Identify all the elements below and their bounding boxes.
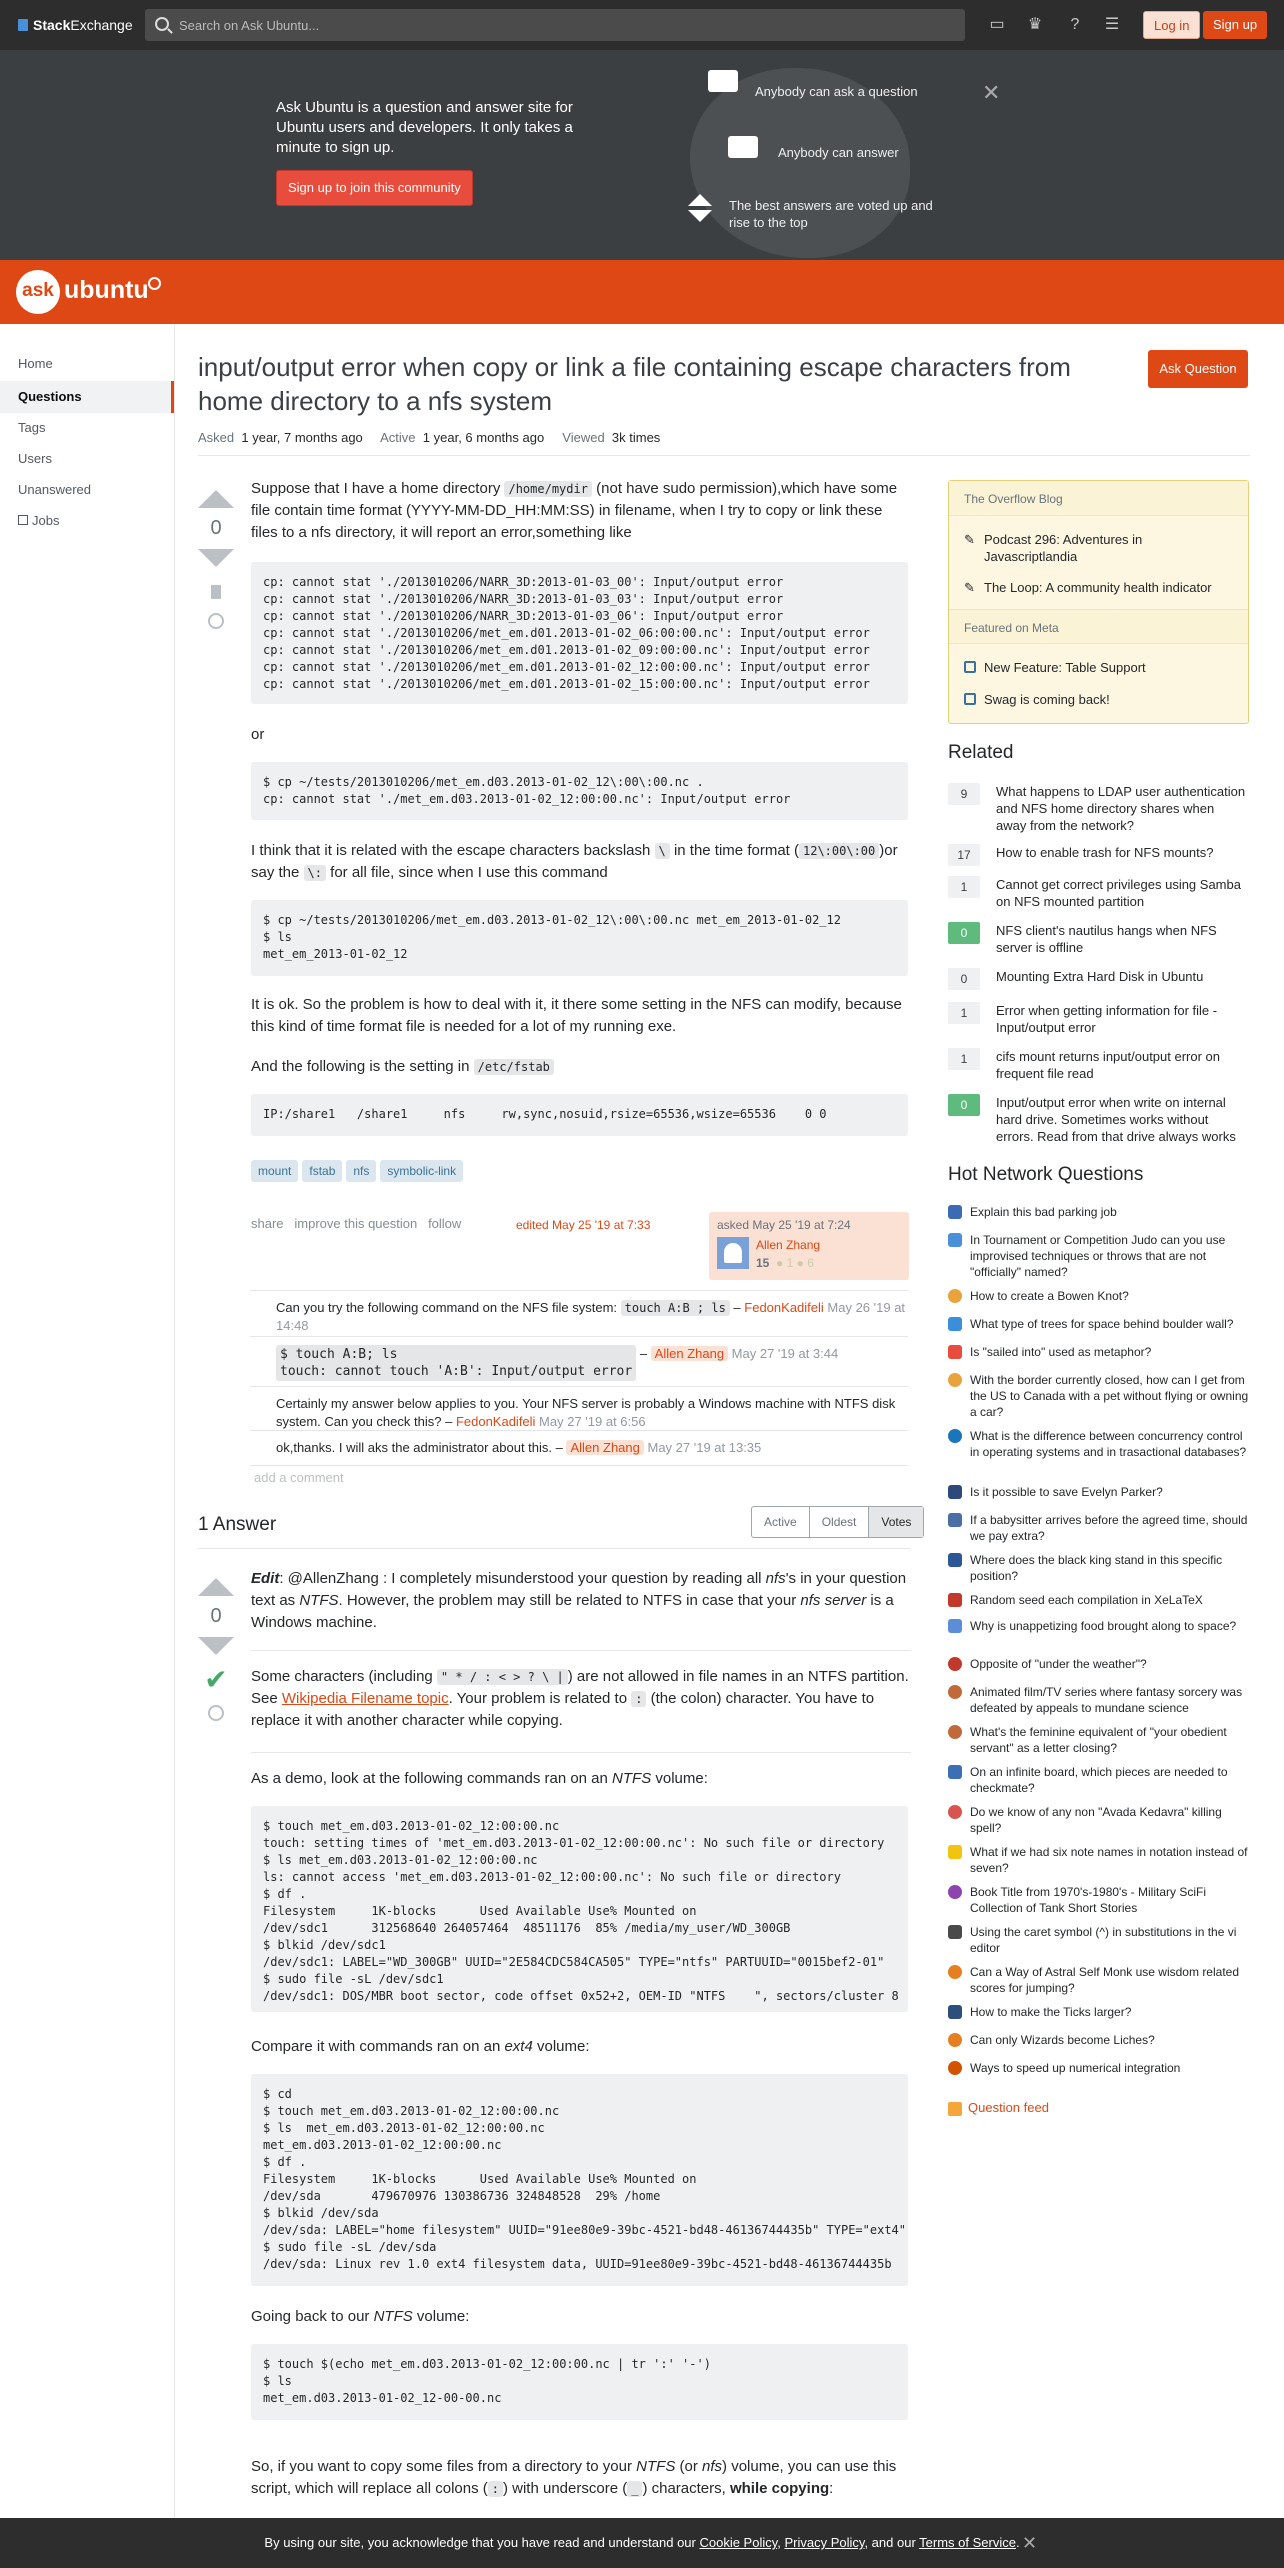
divider [251,1752,911,1753]
sort-active[interactable]: Active [752,1507,810,1537]
comment: $ touch A:B; ls touch: cannot touch 'A:B': Input/output error – Allen Zhang May 27 '19 at 3:44 [250,1336,908,1389]
code-block: $ cd $ touch met_em.d03.2013-01-02_12:00:00.nc $ ls met_em.d03.2013-01-02_12:00:00.nc met_em.d03.2013-01-02_12:00:00.nc $ df . Filesystem 1K-blocks Used Available Use% Mounted on /dev/sda 479670976 130386736 324848528 29% /home $ blkid /dev/sda /dev/sda: LABEL="home filesystem" UUID="91ee80e9-39bc-4521-bd48-46136744435b" TYPE="ext4" $ sudo file -sL /dev/sda /dev/sda: Linux rev 1.0 ext4 filesystem data, UUID=91ee80e9-39bc-4521-bd48-46136744435b [251,2074,908,2286]
comment-author[interactable]: FedonKadifeli [744,1300,824,1315]
answer-paragraph: As a demo, look at the following commands ran on an NTFS volume: [251,1770,708,1787]
site-name[interactable]: ubuntu [64,276,149,304]
site-icon [948,1345,962,1359]
login-button[interactable]: Log in [1143,11,1200,39]
nav-home[interactable]: Home [18,356,53,371]
site-icon [948,1553,962,1567]
cookie-policy-link[interactable]: Cookie Policy [699,2535,778,2550]
upvote-button[interactable] [198,490,234,508]
close-icon[interactable]: ✕ [1022,2533,1038,2553]
owner-card: asked May 25 '19 at 7:24 Allen Zhang 15 ● 1 ● 6 [709,1212,909,1280]
achievements-icon[interactable]: ♛ [1027,16,1043,33]
user-link[interactable]: Allen Zhang [756,1238,821,1252]
question-paragraph: Suppose that I have a home directory /home/mydir (not have sudo permission),which have some file contain time format (YYYY-MM-DD_HH:MM:SS) in filename, when I try to copy or link these files to a nfs directory, it will report an error,something like [251,480,898,541]
site-icon [948,1289,962,1303]
downvote-icon [688,210,712,222]
answer-paragraph: Edit: @AllenZhang : I completely misunderstood your question by reading all nfs's in your question text as NTFS. However, the problem may still be related to NTFS in case that your nfs server is a Windows machine. [251,1570,907,1631]
help-icon[interactable]: ? [1070,16,1080,33]
answer-paragraph: Going back to our NTFS volume: [251,2308,470,2325]
edited-link[interactable]: edited May 25 '19 at 7:33 [516,1218,651,1232]
left-sidebar [0,324,175,2568]
code-block: cp: cannot stat './2013010206/NARR_3D:2013-01-03_00': Input/output error cp: cannot stat './2013010206/NARR_3D:2013-01-03_03': Input/output error cp: cannot stat './2013010206/NARR_3D:2013-01-03_06': Input/output error cp: cannot stat './2013010206/met_em.d01.2013-01-02_06:00:00.nc': Input/output error cp: cannot stat './2013010206/met_em.d01.2013-01-02_09:00:00.nc': Input/output error cp: cannot stat './2013010206/met_em.d01.2013-01-02_12:00:00.nc': Input/output error cp: cannot stat './2013010206/met_em.d01.2013-01-02_15:00:00.nc': Input/output error [251,562,908,704]
vote-count: 0 [210,517,222,539]
site-icon [948,1619,962,1633]
answer-paragraph: Some characters (including " * / : < > ? \ | ) are not allowed in file names in an NTFS partition. See Wikipedia Filename topic. Your problem is related to : (the colon) character. You have to replace it with another character while copying. [251,1668,909,1729]
site-icon [948,1965,962,1979]
site-icon [948,1593,962,1607]
sort-votes[interactable]: Votes [869,1507,923,1537]
code-block: IP:/share1 /share1 nfs rw,sync,nosuid,rsize=65536,wsize=65536 0 0 [251,1094,908,1136]
signup-hero [0,50,1284,260]
join-community-button[interactable]: Sign up to join this community [276,170,473,206]
search-input[interactable]: Search on Ask Ubuntu... [145,9,965,41]
code-block: $ touch $(echo met_em.d03.2013-01-02_12:00:00.nc | tr ':' '-') $ ls met_em.d03.2013-01-02_12-00-00.nc [251,2344,908,2420]
question-title[interactable]: input/output error when copy or link a file containing escape characters from home directory to a nfs system [198,352,1071,416]
terms-link[interactable]: Terms of Service [919,2535,1016,2550]
meta-title: Featured on Meta [949,609,1248,644]
tag-list [251,1160,467,1182]
hero-blurb: Ask Ubuntu is a question and answer site for Ubuntu users and developers. It only takes a minute to sign up. [276,99,573,156]
answer-paragraph: So, if you want to copy some files from a directory to your NTFS (or nfs) volume, you can use this script, which will replace all colons ( : ) with underscore ( _ ) characters, while copying: [251,2458,897,2497]
blog-title: The Overflow Blog [949,481,1248,516]
wikipedia-link[interactable]: Wikipedia Filename topic [281,1690,449,1707]
overflow-blog-widget [948,480,1249,724]
tag-symbolic-link[interactable]: symbolic-link [380,1160,463,1182]
signup-button[interactable]: Sign up [1203,11,1267,39]
site-icon [948,1233,962,1247]
site-icon [948,1765,962,1779]
site-icon [948,1725,962,1739]
meta-item[interactable]: New Feature: Table Support [964,659,1234,676]
site-icon [948,1845,962,1859]
answer-vote-cell [196,1578,236,1721]
hnq-title: Hot Network Questions [948,1164,1144,1185]
code-block: $ cp ~/tests/2013010206/met_em.d03.2013-01-02_12\:00\:00.nc . cp: cannot stat './met_em.d03.2013-01-02_12:00:00.nc': Input/output error [251,762,908,820]
comment: Can you try the following command on the NFS file system: touch A:B ; ls – FedonKadifeli May 26 '19 at 14:48 [250,1290,908,1343]
site-icon [948,2005,962,2019]
question-paragraph: And the following is the setting in /etc/fstab [251,1056,554,1078]
answers-header: 1 Answer [198,1514,277,1535]
site-icon [948,1317,962,1331]
rss-icon [948,2102,962,2116]
question-vote-cell [196,490,236,629]
hero-feature-ask: Anybody can ask a question [755,84,918,99]
history-icon[interactable] [208,1705,224,1721]
site-switcher-icon[interactable]: ☰ [1104,16,1120,33]
inbox-icon[interactable]: ▭ [989,16,1005,33]
site-icon [948,1925,962,1939]
blog-item[interactable]: ✎ The Loop: A community health indicator [964,580,1212,595]
question-meta: Asked 1 year, 7 months ago Active 1 year, 6 months ago Viewed 3k times [198,430,661,445]
tag-nfs[interactable]: nfs [346,1160,376,1182]
stackexchange-logo[interactable]: Stack Exchange [18,17,133,33]
hero-feature-answer: Anybody can answer [778,145,899,160]
cookie-notice: By using our site, you acknowledge that you have read and understand our Cookie Policy, Privacy Policy, and our Terms of Service. ✕ [0,2518,1284,2568]
vote-count: 0 [210,1605,222,1627]
follow-link[interactable]: follow [428,1216,462,1231]
upvote-icon [688,194,712,206]
comment-author[interactable]: Allen Zhang [566,1440,643,1455]
divider [251,1650,911,1651]
nav-tags[interactable]: Tags [18,420,46,435]
pencil-icon: ✎ [964,532,975,547]
site-icon [948,1685,962,1699]
tag-fstab[interactable]: fstab [302,1160,342,1182]
code-block: $ cp ~/tests/2013010206/met_em.d03.2013-01-02_12\:00\:00.nc met_em_2013-01-02_12 $ ls met_em_2013-01-02_12 [251,900,908,976]
ubuntu-circle-icon [148,277,161,290]
downvote-button[interactable] [198,549,234,567]
site-header [0,260,1284,324]
question-paragraph: I think that it is related with the escape characters backslash \ in the time format ( 12\:00\:00 )or say the \: for all file, since when I use this command [251,842,898,881]
site-icon [948,2061,962,2075]
top-bar [0,0,1284,50]
history-icon[interactable] [208,613,224,629]
blog-item[interactable]: ✎ Podcast 296: Adventures in Javascriptlandia [964,532,1143,564]
comment: Certainly my answer below applies to you. Your NFS server is probably a Windows machine with NTFS disk system. Can you check this? – FedonKadifeli May 27 '19 at 6:56 [250,1386,908,1439]
question-feed-link[interactable]: Question feed [948,2100,1049,2116]
bookmark-icon[interactable] [211,585,221,599]
upvote-button[interactable] [198,1578,234,1596]
user-reputation: 15 ● 1 ● 6 [756,1256,814,1270]
askubuntu-logo[interactable]: ask [16,270,60,314]
external-link-icon [18,515,28,525]
nav-unanswered[interactable]: Unanswered [18,482,91,497]
user-silhouette-icon [724,1243,742,1263]
answer-bubble-icon [728,136,758,158]
ask-bubble-icon [708,70,738,92]
stackexchange-icon [18,19,28,31]
tag-mount[interactable]: mount [251,1160,298,1182]
meta-icon [964,693,976,705]
comment-author[interactable]: FedonKadifeli [455,1414,536,1429]
sort-oldest[interactable]: Oldest [810,1507,870,1537]
downvote-button[interactable] [198,1637,234,1655]
site-icon [948,1485,962,1499]
site-icon [948,1205,962,1219]
site-icon [948,1513,962,1527]
hero-feature-voting: The best answers are voted up and rise to the top [729,198,933,230]
nav-jobs[interactable]: Jobs [18,513,59,528]
divider [198,455,1250,456]
ask-question-button[interactable]: Ask Question [1148,350,1248,388]
question-paragraph: It is ok. So the problem is how to deal with it, it there some setting in the NFS can modify, because this kind of time format file is needed for a lot of my running exe. [251,996,902,1035]
answer-paragraph: Compare it with commands ran on an ext4 volume: [251,2038,590,2055]
meta-item[interactable]: Swag is coming back! [964,691,1234,708]
privacy-policy-link[interactable]: Privacy Policy [784,2535,865,2550]
answer-sort [751,1506,924,1538]
active-link[interactable]: 1 year, 6 months ago [422,430,545,445]
accepted-check-icon: ✔ [204,1664,228,1695]
add-comment-link[interactable]: add a comment [254,1470,344,1485]
divider [198,1548,910,1549]
comment-author[interactable]: Allen Zhang [651,1346,728,1361]
site-icon [948,1429,962,1443]
avatar[interactable] [717,1237,749,1269]
meta-icon [964,661,976,673]
improve-link[interactable]: improve this question [294,1216,418,1231]
site-icon [948,1805,962,1819]
search-icon [155,17,169,31]
close-icon[interactable]: ✕ [982,80,1001,105]
site-icon [948,2033,962,2047]
nav-questions[interactable]: Questions [18,389,82,404]
site-icon [948,1885,962,1899]
pencil-icon: ✎ [964,580,975,595]
comment: ok,thanks. I will aks the administrator about this. – Allen Zhang May 27 '19 at 13:35 [250,1430,908,1466]
code-block: $ touch met_em.d03.2013-01-02_12:00:00.nc touch: setting times of 'met_em.d03.2013-01-02_12:00:00.nc': No such file or directory $ ls met_em.d03.2013-01-02_12:00:00.nc ls: cannot access 'met_em.d03.2013-01-02_12:00:00.nc': No such file or directory $ df . Filesystem 1K-blocks Used Available Use% Mounted on /dev/sdc1 312568640 264057464 48511176 85% /media/my_user/WD_300GB $ blkid /dev/sdc1 /dev/sdc1: LABEL="WD_300GB" UUID="2E584CDC584CA505" TYPE="ntfs" PARTUUID="0015bef2-01" $ sudo file -sL /dev/sdc1 /dev/sdc1: DOS/MBR boot sector, code offset 0x52+2, OEM-ID "NTFS ", sectors/cluster 8 [251,1806,908,2012]
site-icon [948,1373,962,1387]
post-menu [251,1216,461,1231]
nav-users[interactable]: Users [18,451,52,466]
related-title: Related [948,742,1014,763]
share-link[interactable]: share [251,1216,284,1231]
site-icon [948,1657,962,1671]
question-paragraph: or [251,726,265,743]
